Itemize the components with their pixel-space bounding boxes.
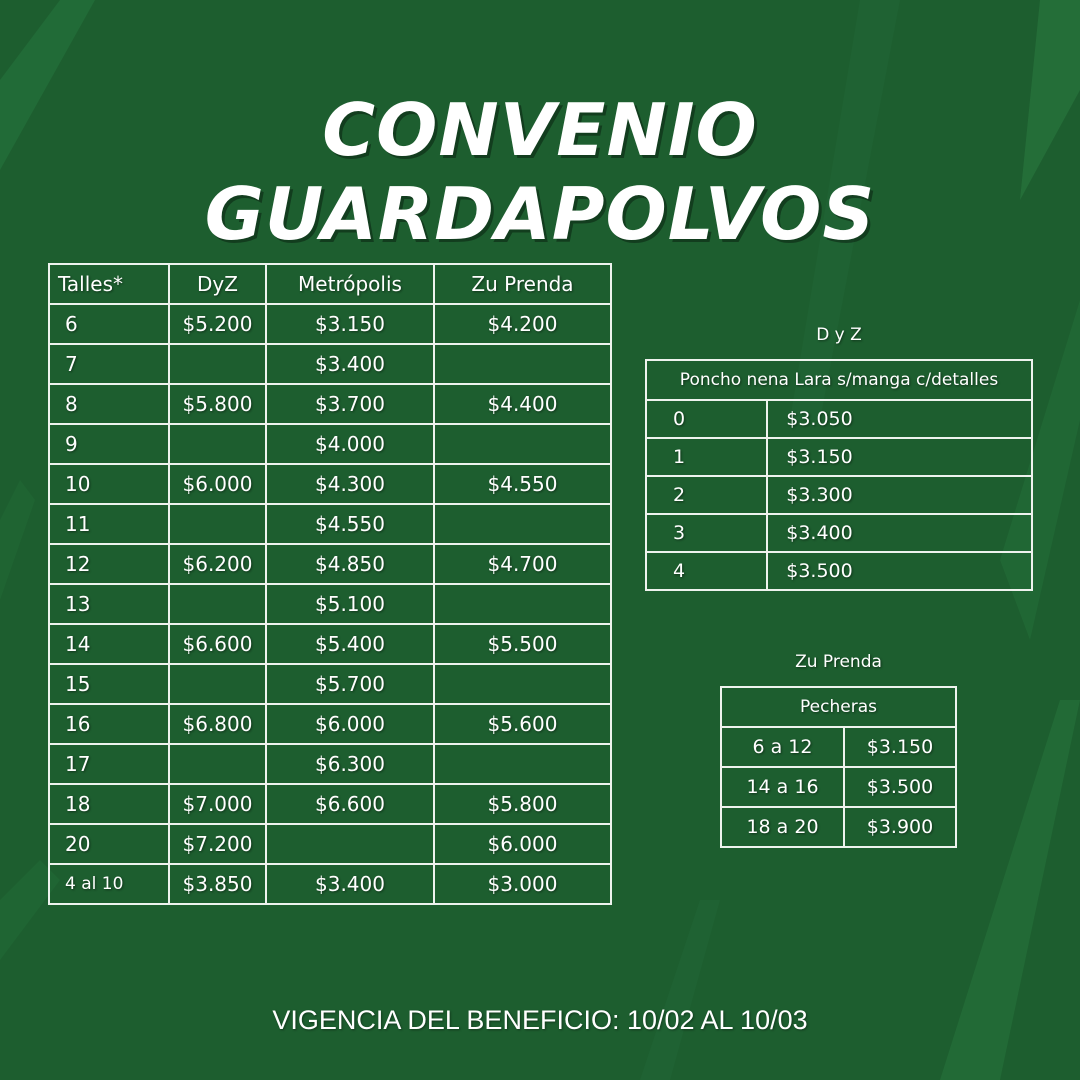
table-row bbox=[646, 514, 1032, 552]
table-row bbox=[49, 704, 611, 744]
table-cell: $3.400 bbox=[266, 864, 434, 904]
dyz-poncho-table bbox=[645, 359, 1033, 591]
table-cell: $5.500 bbox=[434, 624, 611, 664]
table-cell: $5.400 bbox=[266, 624, 434, 664]
table-cell bbox=[169, 744, 266, 784]
table-cell: $7.000 bbox=[169, 784, 266, 824]
table-row bbox=[49, 824, 611, 864]
table-cell bbox=[434, 504, 611, 544]
table-row bbox=[646, 552, 1032, 590]
table-row bbox=[646, 476, 1032, 514]
table-cell: $4.550 bbox=[266, 504, 434, 544]
table-cell bbox=[434, 744, 611, 784]
table-row bbox=[49, 864, 611, 904]
column-header-dyz: DyZ bbox=[169, 264, 266, 304]
table-cell bbox=[169, 504, 266, 544]
table-cell: $7.200 bbox=[169, 824, 266, 864]
table-cell: $3.150 bbox=[844, 727, 956, 767]
table-cell: 17 bbox=[49, 744, 169, 784]
table-cell: 13 bbox=[49, 584, 169, 624]
table-cell: $6.600 bbox=[266, 784, 434, 824]
table-cell: $4.700 bbox=[434, 544, 611, 584]
table-cell bbox=[434, 664, 611, 704]
table-row bbox=[49, 624, 611, 664]
table-cell: $5.100 bbox=[266, 584, 434, 624]
table-row bbox=[49, 304, 611, 344]
table-header-row bbox=[721, 687, 956, 727]
zu-prenda-product-header: Pecheras bbox=[721, 687, 956, 727]
table-header-row bbox=[646, 360, 1032, 400]
table-cell: $3.700 bbox=[266, 384, 434, 424]
table-cell: $5.700 bbox=[266, 664, 434, 704]
table-cell: 1 bbox=[646, 438, 767, 476]
price-table bbox=[48, 263, 612, 905]
table-cell: 20 bbox=[49, 824, 169, 864]
validity-footer: VIGENCIA DEL BENEFICIO: 10/02 AL 10/03 bbox=[272, 1005, 808, 1035]
table-row bbox=[49, 344, 611, 384]
table-cell: $6.000 bbox=[434, 824, 611, 864]
table-cell bbox=[434, 424, 611, 464]
table-cell: $6.300 bbox=[266, 744, 434, 784]
table-row bbox=[49, 504, 611, 544]
table-cell: 10 bbox=[49, 464, 169, 504]
table-cell: $3.500 bbox=[844, 767, 956, 807]
table-row bbox=[49, 384, 611, 424]
table-cell bbox=[169, 424, 266, 464]
table-cell: 4 bbox=[646, 552, 767, 590]
table-cell: $3.850 bbox=[169, 864, 266, 904]
table-cell bbox=[169, 664, 266, 704]
table-cell: $3.500 bbox=[767, 552, 1032, 590]
page-title: CONVENIO GUARDAPOLVOS bbox=[204, 88, 876, 256]
dyz-product-header: Poncho nena Lara s/manga c/detalles bbox=[646, 360, 1032, 400]
table-cell bbox=[169, 584, 266, 624]
table-row bbox=[721, 807, 956, 847]
table-cell bbox=[169, 344, 266, 384]
column-header-metropolis: Metrópolis bbox=[266, 264, 434, 304]
table-cell: 18 bbox=[49, 784, 169, 824]
table-cell: $6.000 bbox=[169, 464, 266, 504]
table-row bbox=[646, 400, 1032, 438]
table-cell: 4 al 10 bbox=[49, 864, 169, 904]
table-row bbox=[49, 544, 611, 584]
table-cell: 3 bbox=[646, 514, 767, 552]
table-row bbox=[49, 584, 611, 624]
table-cell: $5.800 bbox=[434, 784, 611, 824]
table-cell bbox=[434, 584, 611, 624]
zu-prenda-pecheras-table bbox=[720, 686, 957, 848]
table-cell: $3.400 bbox=[266, 344, 434, 384]
column-header-sizes: Talles* bbox=[49, 264, 169, 304]
table-cell: $5.800 bbox=[169, 384, 266, 424]
table-cell: 11 bbox=[49, 504, 169, 544]
table-cell: 14 bbox=[49, 624, 169, 664]
table-row bbox=[721, 727, 956, 767]
table-cell: 7 bbox=[49, 344, 169, 384]
table-row bbox=[49, 664, 611, 704]
table-row bbox=[49, 744, 611, 784]
table-cell: 9 bbox=[49, 424, 169, 464]
table-cell bbox=[266, 824, 434, 864]
table-cell: $5.200 bbox=[169, 304, 266, 344]
table-cell: $6.600 bbox=[169, 624, 266, 664]
table-cell: $3.300 bbox=[767, 476, 1032, 514]
table-cell: $6.800 bbox=[169, 704, 266, 744]
table-cell: 0 bbox=[646, 400, 767, 438]
table-row bbox=[721, 767, 956, 807]
table-cell: $3.400 bbox=[767, 514, 1032, 552]
zu-prenda-section-label: Zu Prenda bbox=[795, 652, 882, 672]
table-cell: 16 bbox=[49, 704, 169, 744]
table-row bbox=[49, 784, 611, 824]
table-cell: $6.000 bbox=[266, 704, 434, 744]
table-cell: $3.900 bbox=[844, 807, 956, 847]
table-cell: $4.200 bbox=[434, 304, 611, 344]
table-cell: 6 a 12 bbox=[721, 727, 844, 767]
table-header-row bbox=[49, 264, 611, 304]
table-cell: $4.000 bbox=[266, 424, 434, 464]
table-cell: 15 bbox=[49, 664, 169, 704]
table-row bbox=[49, 464, 611, 504]
table-cell: $6.200 bbox=[169, 544, 266, 584]
table-cell: 6 bbox=[49, 304, 169, 344]
table-cell: $4.300 bbox=[266, 464, 434, 504]
table-cell: $3.150 bbox=[266, 304, 434, 344]
dyz-section-label: D y Z bbox=[816, 325, 862, 345]
table-cell: 8 bbox=[49, 384, 169, 424]
table-cell: $4.850 bbox=[266, 544, 434, 584]
table-cell: $4.550 bbox=[434, 464, 611, 504]
table-cell: $3.050 bbox=[767, 400, 1032, 438]
table-row bbox=[49, 424, 611, 464]
table-row bbox=[646, 438, 1032, 476]
table-cell: $3.150 bbox=[767, 438, 1032, 476]
table-cell: $5.600 bbox=[434, 704, 611, 744]
table-cell: 14 a 16 bbox=[721, 767, 844, 807]
table-cell bbox=[434, 344, 611, 384]
table-cell: 12 bbox=[49, 544, 169, 584]
table-cell: $3.000 bbox=[434, 864, 611, 904]
table-cell: 2 bbox=[646, 476, 767, 514]
table-cell: 18 a 20 bbox=[721, 807, 844, 847]
table-cell: $4.400 bbox=[434, 384, 611, 424]
column-header-zu-prenda: Zu Prenda bbox=[434, 264, 611, 304]
